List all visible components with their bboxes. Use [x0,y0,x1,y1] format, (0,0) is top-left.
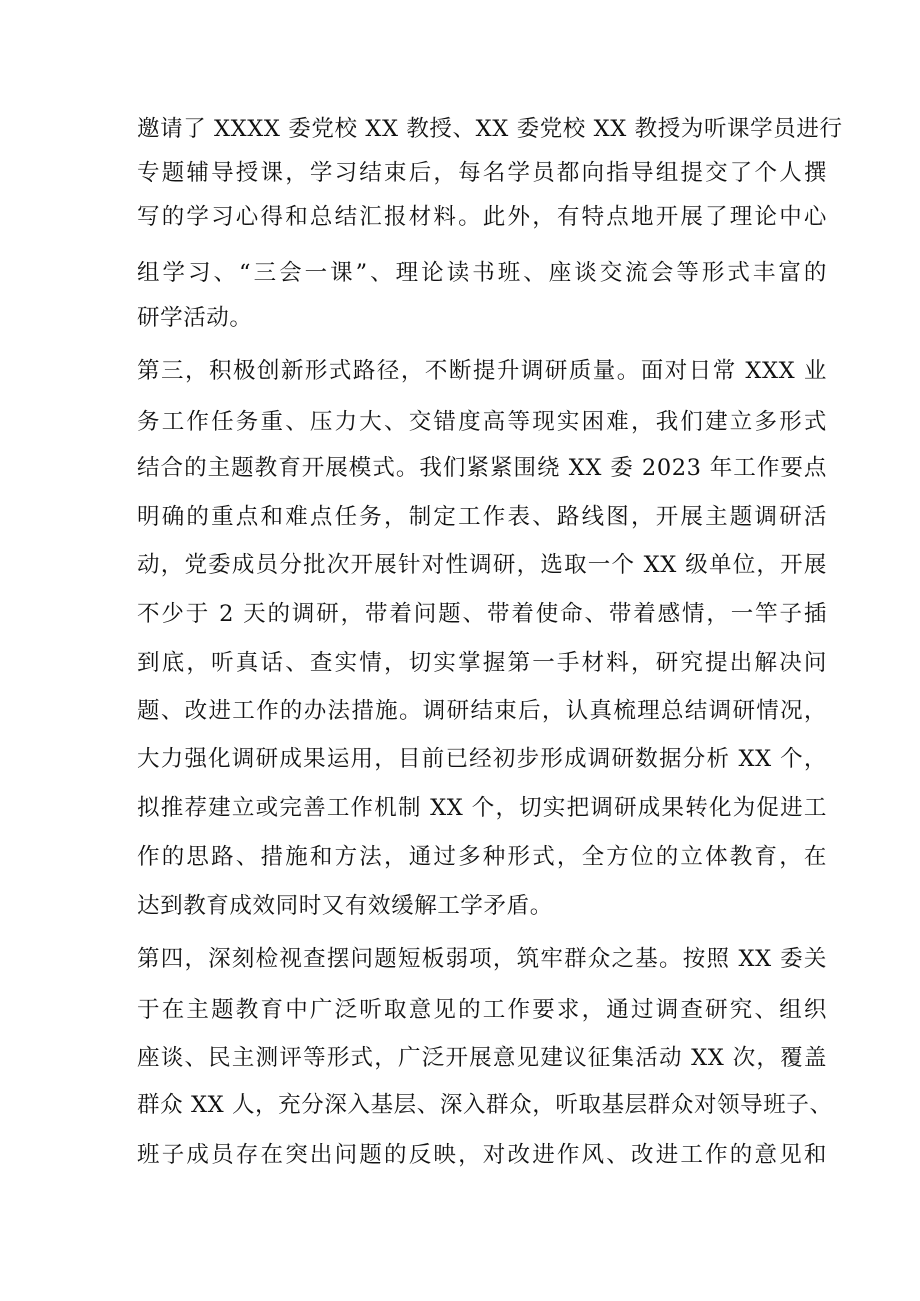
text-line: 第三，积极创新形式路径，不断提升调研质量。面对日常 XXX 业 [137,358,827,384]
text-line: 拟推荐建立或完善工作机制 XX 个，切实把调研成果转化为促进工 [137,795,827,821]
text-line: 不少于 2 天的调研，带着问题、带着使命、带着感情，一竿子插 [137,601,827,627]
text-line: 结合的主题教育开展模式。我们紧紧围绕 XX 委 2023 年工作要点 [137,455,827,481]
text-line: 达到教育成效同时又有效缓解工学矛盾。 [137,893,553,919]
text-line: 研学活动。 [137,305,253,331]
text-line: 邀请了 XXXX 委党校 XX 教授、XX 委党校 XX 教授为听课学员进行 [137,116,843,142]
text-line: 作的思路、措施和方法，通过多种形式，全方位的立体教育，在 [137,844,827,870]
text-line: 明确的重点和难点任务，制定工作表、路线图，开展主题调研活 [137,504,827,530]
text-line: 群众 XX 人，充分深入基层、深入群众，听取基层群众对领导班子、 [137,1092,833,1118]
text-line: 组学习、“三会一课”、理论读书班、座谈交流会等形式丰富的 [137,260,827,286]
text-line: 班子成员存在突出问题的反映，对改进作风、改进工作的意见和 [137,1142,827,1168]
text-line: 务工作任务重、压力大、交错度高等现实困难，我们建立多形式 [137,409,827,435]
text-line: 座谈、民主测评等形式，广泛开展意见建议征集活动 XX 次，覆盖 [137,1045,827,1071]
text-line: 专题辅导授课，学习结束后，每名学员都向指导组提交了个人撰 [137,160,827,186]
text-line: 题、改进工作的办法措施。调研结束后，认真梳理总结调研情况， [137,698,827,724]
text-line: 于在主题教育中广泛听取意见的工作要求，通过调查研究、组织 [137,997,827,1023]
text-line: 写的学习心得和总结汇报材料。此外，有特点地开展了理论中心 [137,204,827,230]
text-line: 第四，深刻检视查摆问题短板弱项，筑牢群众之基。按照 XX 委关 [137,946,827,972]
text-line: 动，党委成员分批次开展针对性调研，选取一个 XX 级单位，开展 [137,552,827,578]
text-line: 到底，听真话、查实情，切实掌握第一手材料，研究提出解决问 [137,650,827,676]
text-line: 大力强化调研成果运用，目前已经初步形成调研数据分析 XX 个， [137,746,827,772]
